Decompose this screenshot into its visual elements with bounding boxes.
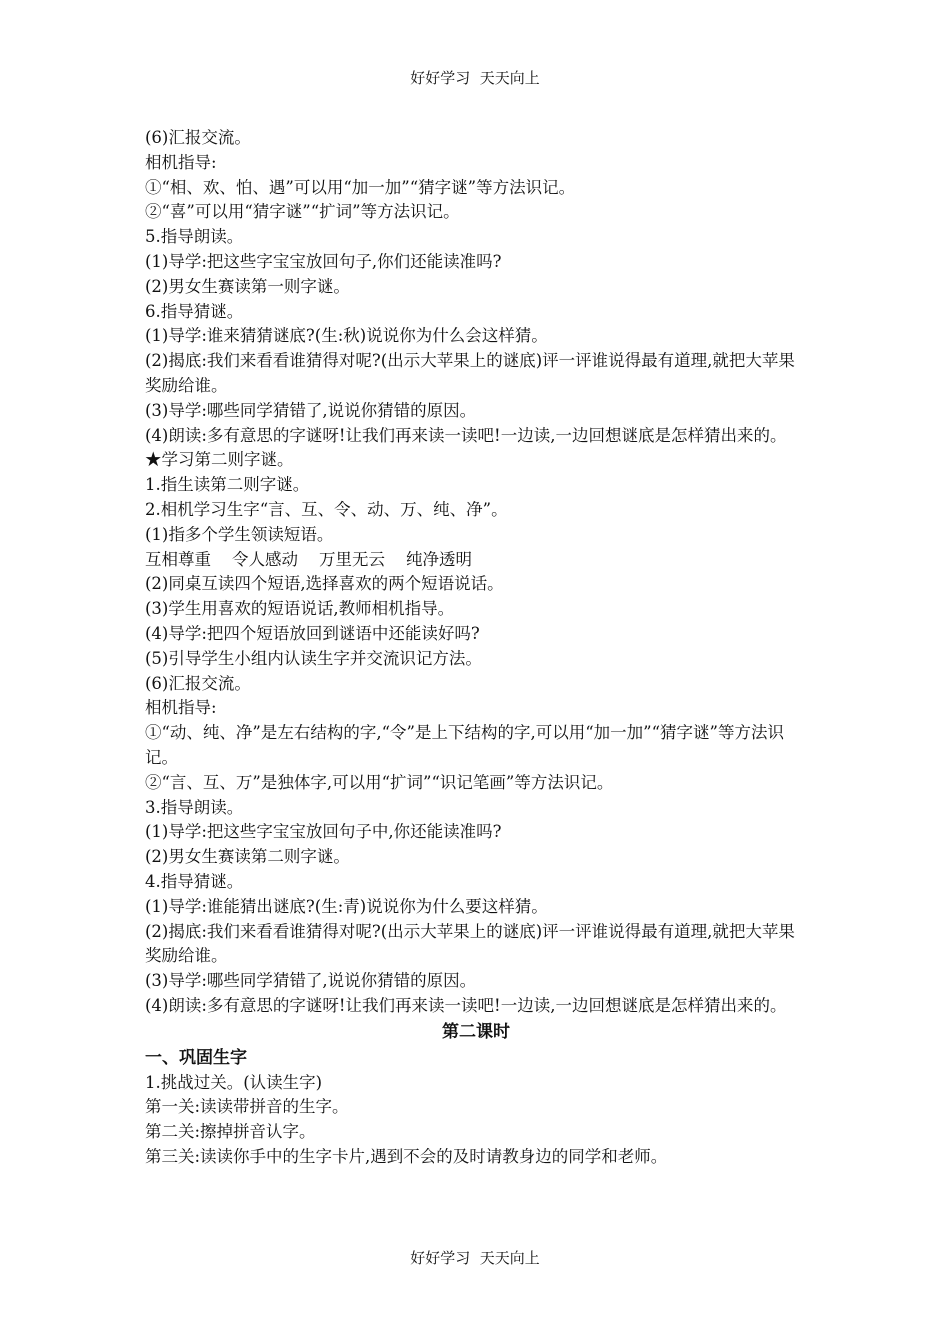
lesson-title: 第二课时 [442, 1021, 510, 1042]
paragraph: ①“动、纯、净”是左右结构的字,“令”是上下结构的字,可以用“加一加”“猜字谜”等方法识记。 [145, 723, 784, 767]
paragraph: (2)揭底:我们来看看谁猜得对呢?(出示大苹果上的谜底)评一评谁说得最有道理,就把大苹果奖励给谁。 [145, 351, 795, 395]
page-footer: 好好学习 天天向上 [410, 1249, 540, 1267]
paragraph: (6)汇报交流。 [145, 128, 251, 147]
paragraph: 相机指导: [145, 152, 217, 172]
paragraph: ②“言、互、万”是独体字,可以用“扩词”“识记笔画”等方法识记。 [145, 772, 614, 792]
paragraph: 6.指导猜谜。 [145, 301, 244, 321]
paragraph: (2)同桌互读四个短语,选择喜欢的两个短语说话。 [145, 574, 504, 594]
paragraph: (5)引导学生小组内认读生字并交流识记方法。 [145, 648, 482, 668]
paragraph: (4)朗读:多有意思的字谜呀!让我们再来读一读吧!一边读,一边回想谜底是怎样猜出来的。 [145, 425, 787, 445]
paragraph: 第二关:擦掉拼音认字。 [145, 1122, 316, 1142]
document-body [145, 126, 807, 1170]
paragraph: 第三关:读读你手中的生字卡片,遇到不会的及时请教身边的同学和老师。 [145, 1147, 668, 1167]
paragraph: 相机指导: [145, 698, 217, 718]
paragraph: (4)朗读:多有意思的字谜呀!让我们再来读一读吧!一边读,一边回想谜底是怎样猜出来的。 [145, 995, 787, 1015]
paragraph: (1)导学:谁能猜出谜底?(生:青)说说你为什么要这样猜。 [145, 896, 548, 916]
paragraph: (1)导学:把这些字宝宝放回句子中,你还能读准吗? [145, 822, 502, 842]
section-heading: 一、巩固生字 [145, 1047, 247, 1068]
page-header: 好好学习 天天向上 [410, 69, 540, 87]
paragraph: (6)汇报交流。 [145, 673, 251, 693]
paragraph: 1.挑战过关。(认读生字) [145, 1072, 323, 1092]
paragraph: 第一关:读读带拼音的生字。 [145, 1097, 349, 1117]
phrase-list: 互相尊重 令人感动 万里无云 纯净透明 [145, 549, 472, 569]
paragraph: (2)揭底:我们来看看谁猜得对呢?(出示大苹果上的谜底)评一评谁说得最有道理,就把大苹果奖励给谁。 [145, 921, 795, 966]
paragraph: (3)导学:哪些同学猜错了,说说你猜错的原因。 [145, 400, 477, 420]
paragraph: (1)导学:把这些字宝宝放回句子,你们还能读准吗? [145, 251, 502, 271]
paragraph: (1)导学:谁来猜猜谜底?(生:秋)说说你为什么会这样猜。 [145, 326, 548, 346]
paragraph: (2)男女生赛读第二则字谜。 [145, 847, 350, 867]
paragraph: 2.相机学习生字“言、互、令、动、万、纯、净”。 [145, 499, 508, 519]
paragraph: (1)指多个学生领读短语。 [145, 524, 334, 544]
paragraph: (4)导学:把四个短语放回到谜语中还能读好吗? [145, 623, 480, 643]
paragraph: 1.指生读第二则字谜。 [145, 475, 310, 495]
paragraph: ①“相、欢、怕、遇”可以用“加一加”“猜字谜”等方法识记。 [145, 177, 576, 197]
paragraph: 5.指导朗读。 [145, 227, 244, 247]
paragraph: ②“喜”可以用“猜字谜”“扩词”等方法识记。 [145, 202, 460, 222]
paragraph: 3.指导朗读。 [145, 797, 244, 817]
paragraph: ★学习第二则字谜。 [145, 450, 294, 470]
paragraph: (2)男女生赛读第一则字谜。 [145, 276, 350, 296]
paragraph: 4.指导猜谜。 [145, 871, 244, 891]
paragraph: (3)导学:哪些同学猜错了,说说你猜错的原因。 [145, 971, 477, 991]
paragraph: (3)学生用喜欢的短语说话,教师相机指导。 [145, 599, 455, 619]
